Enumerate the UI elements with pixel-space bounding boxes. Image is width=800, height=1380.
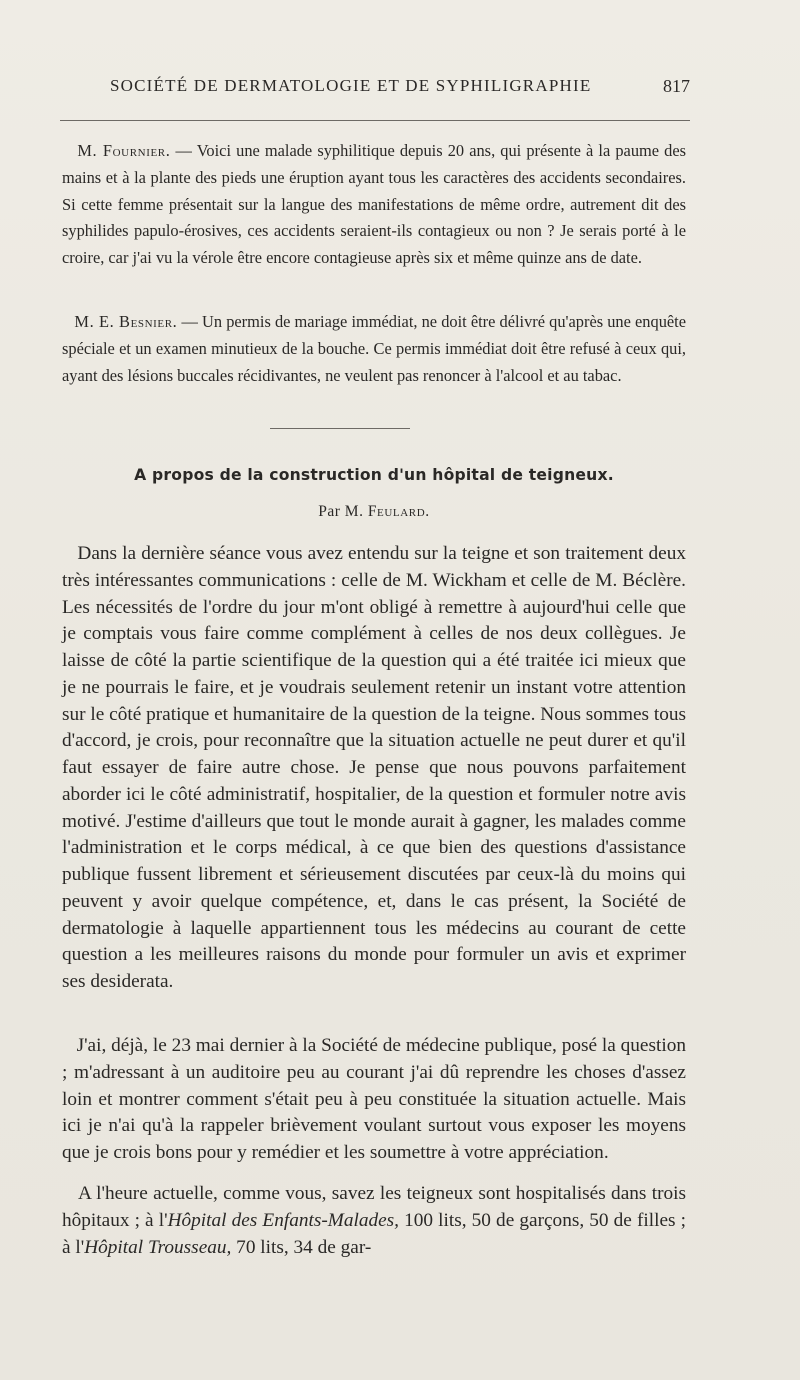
paragraph-text: — Voici une malade syphilitique depuis 20 ans, qui présente à la paume des mains et à la plante des pieds une éruption ayant tous les caractères des accidents secondaires. Si cette femme présentait sur la langue des manifestations de même ordre, autrement dit des syphilides papulo-érosives, ces accidents seraient-ils contagieux ou non ? Je serais porté à le croire, car j'ai vu la vérole être encore contagieuse après six et même quinze ans de date. — [62, 141, 686, 268]
paragraph-text: 70 lits, 34 de gar- — [231, 1236, 372, 1258]
speaker-name: M. Fournier. — [77, 141, 171, 160]
discussion-paragraph-fournier — [62, 138, 686, 272]
body-paragraph-1 — [62, 541, 686, 996]
discussion-paragraph-besnier — [62, 309, 686, 389]
body-paragraph-3 — [62, 1181, 686, 1261]
hospital-name: Hôpital Trousseau, — [84, 1236, 232, 1258]
body-paragraph-2 — [62, 1033, 686, 1167]
paragraph-text: — Un permis de mariage immédiat, ne doit être délivré qu'après une enquête spéciale et un examen minutieux de la bouche. Ce permis immédiat doit être refusé à ceux qui, ayant des lésions buccales récidivantes, ne veulent pas renoncer à l'alcool et au tabac. — [62, 312, 686, 385]
running-head — [60, 76, 690, 106]
header-rule — [60, 120, 690, 121]
byline-author: Feulard. — [367, 503, 430, 520]
hospital-name: Hôpital des Enfants-Malades, — [167, 1209, 399, 1231]
byline — [62, 503, 686, 521]
paragraph-text: Dans la dernière séance vous avez entendu sur la teigne et son traitement deux très intéressantes communications : celle de M. Wickham et celle de M. Béclère. Les nécessités de l'ordre du jour m'ont obligé à remettre à aujourd'hui celle que je comptais vous faire comme complément à celles de nos deux collègues. Je laisse de côté la partie scientifique de la question qui a été traitée ici mieux que je ne pourrais le faire, et je voudrais seulement retenir un instant votre attention sur le côté pratique et humanitaire de la question de la teigne. Nous sommes tous d'accord, je crois, pour reconnaître que la situation actuelle ne peut durer et qu'il faut essayer de faire autre chose. Je pense que nous pouvons parfaitement aborder ici le côté administratif, hospitalier, de la question et formuler notre avis motivé. J'estime d'ailleurs que tout le monde aurait à gagner, les malades comme l'administration et le corps médical, à ce que bien des questions d'assistance publique fussent librement et sérieusement discutées par ceux-là du moins qui peuvent y avoir quelque compétence, et, dans le cas présent, la Société de dermatologie à laquelle appartiennent tous les médecins au courant de cette question a les meilleures raisons du monde pour formuler un avis et exprimer ses desiderata. — [62, 543, 686, 992]
speaker-name: M. E. Besnier. — [74, 312, 178, 331]
paragraph-text: A l'heure actuelle, comme vous, savez les teigneux sont hospitalisés dans trois hôpitaux ; à l' — [62, 1183, 686, 1231]
paragraph-text: 100 lits, 50 de garçons, 50 de filles ; à l' — [62, 1209, 687, 1258]
page-number: 817 — [663, 76, 690, 96]
paragraph-text: J'ai, déjà, le 23 mai dernier à la Société de médecine publique, posé la question ; m'adressant à un auditoire peu au courant j'ai dû reprendre les choses d'assez loin et montrer comment s'était peu à peu constituée la situation actuelle. Mais ici je n'ai qu'à la rappeler brièvement voulant surtout vous exposer les moyens que je crois bons pour y remédier et les soumettre à votre appréciation. — [62, 1035, 686, 1163]
section-divider — [270, 428, 410, 429]
byline-prefix: Par M. — [318, 503, 368, 520]
running-title: SOCIÉTÉ DE DERMATOLOGIE ET DE SYPHILIGRAPHIE — [110, 76, 592, 95]
article-title: A propos de la construction d'un hôpital de teigneux. — [134, 466, 614, 484]
